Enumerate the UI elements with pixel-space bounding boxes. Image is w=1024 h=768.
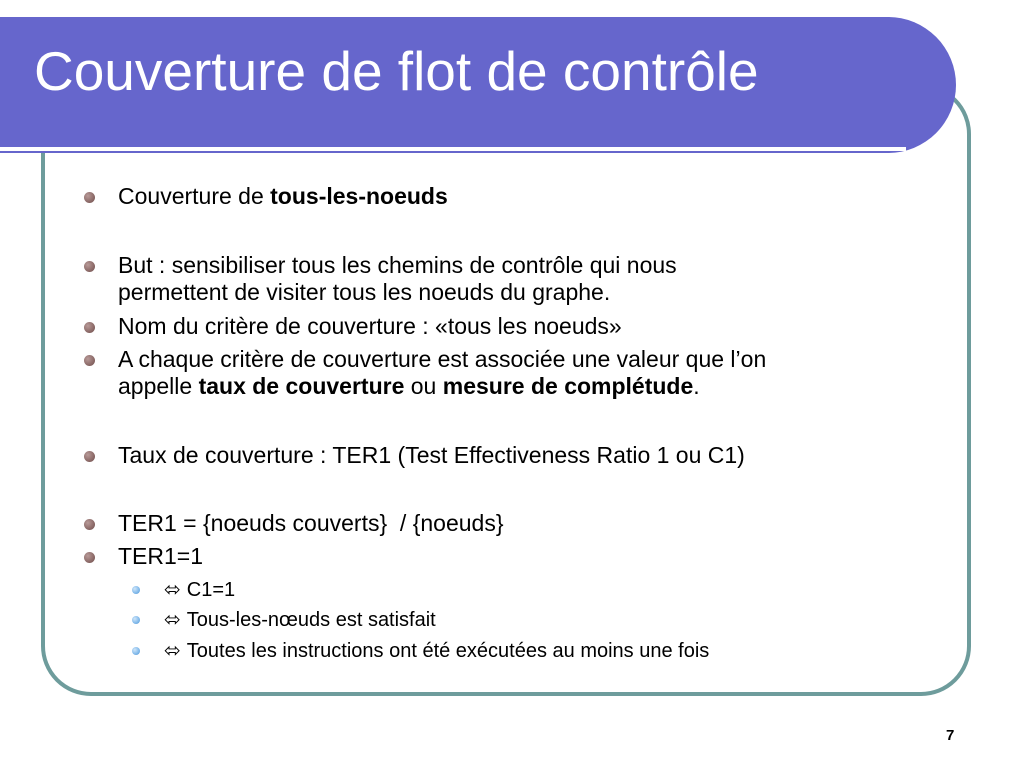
sub-bullet-dot-icon — [132, 647, 140, 655]
bullet-item — [118, 510, 948, 537]
sub-bullet-dot-icon — [132, 616, 140, 624]
bullet-text-line2: permettent de visiter tous les noeuds du graphe. — [118, 279, 611, 305]
bullet-item — [118, 183, 948, 210]
sub-bullet-item — [164, 639, 944, 663]
bullet-dot-icon — [84, 322, 95, 333]
bullet-item — [118, 313, 948, 340]
bullet-dot-icon — [84, 552, 95, 563]
bullet-bold-text: mesure de complétude — [442, 373, 694, 399]
bullet-item — [118, 543, 948, 570]
sub-bullet-dot-icon — [132, 586, 140, 594]
double-arrow-icon: ⬄ — [164, 640, 181, 662]
bullet-dot-icon — [84, 519, 95, 530]
sub-bullet-text: Toutes les instructions ont été exécutées au moins une fois — [186, 640, 710, 662]
bullet-dot-icon — [84, 192, 95, 203]
bullet-text: Couverture de — [118, 183, 271, 209]
bullet-item — [118, 252, 948, 306]
bullet-text: Nom du critère de couverture : «tous les noeuds» — [118, 313, 622, 339]
bullet-dot-icon — [84, 451, 95, 462]
bullet-text-line2-prefix: appelle — [118, 373, 199, 399]
sub-bullet-item — [164, 578, 944, 602]
slide-title: Couverture de flot de contrôle — [34, 40, 759, 102]
bullet-item — [118, 346, 948, 400]
bullet-text-line1: But : sensibiliser tous les chemins de contrôle qui nous — [118, 252, 677, 278]
bullet-text: TER1 = {noeuds couverts} / {noeuds} — [118, 510, 504, 536]
bullet-bold-text: tous-les-noeuds — [270, 183, 448, 209]
bullet-text-middle: ou — [404, 373, 443, 399]
double-arrow-icon: ⬄ — [164, 609, 181, 631]
sub-bullet-text: Tous-les-nœuds est satisfait — [186, 609, 436, 631]
sub-bullet-text: C1=1 — [186, 579, 236, 601]
bullet-bold-text: taux de couverture — [198, 373, 405, 399]
sub-bullet-item — [164, 608, 944, 632]
bullet-dot-icon — [84, 261, 95, 272]
bullet-text: Taux de couverture : TER1 (Test Effectiveness Ratio 1 ou C1) — [118, 442, 745, 468]
bullet-text-suffix: . — [693, 373, 700, 399]
page-number: 7 — [946, 727, 955, 744]
bullet-text: TER1=1 — [118, 543, 204, 569]
bullet-item — [118, 442, 948, 469]
double-arrow-icon: ⬄ — [164, 579, 181, 601]
bullet-text-line1: A chaque critère de couverture est associée une valeur que l’on — [118, 346, 767, 372]
bullet-dot-icon — [84, 355, 95, 366]
